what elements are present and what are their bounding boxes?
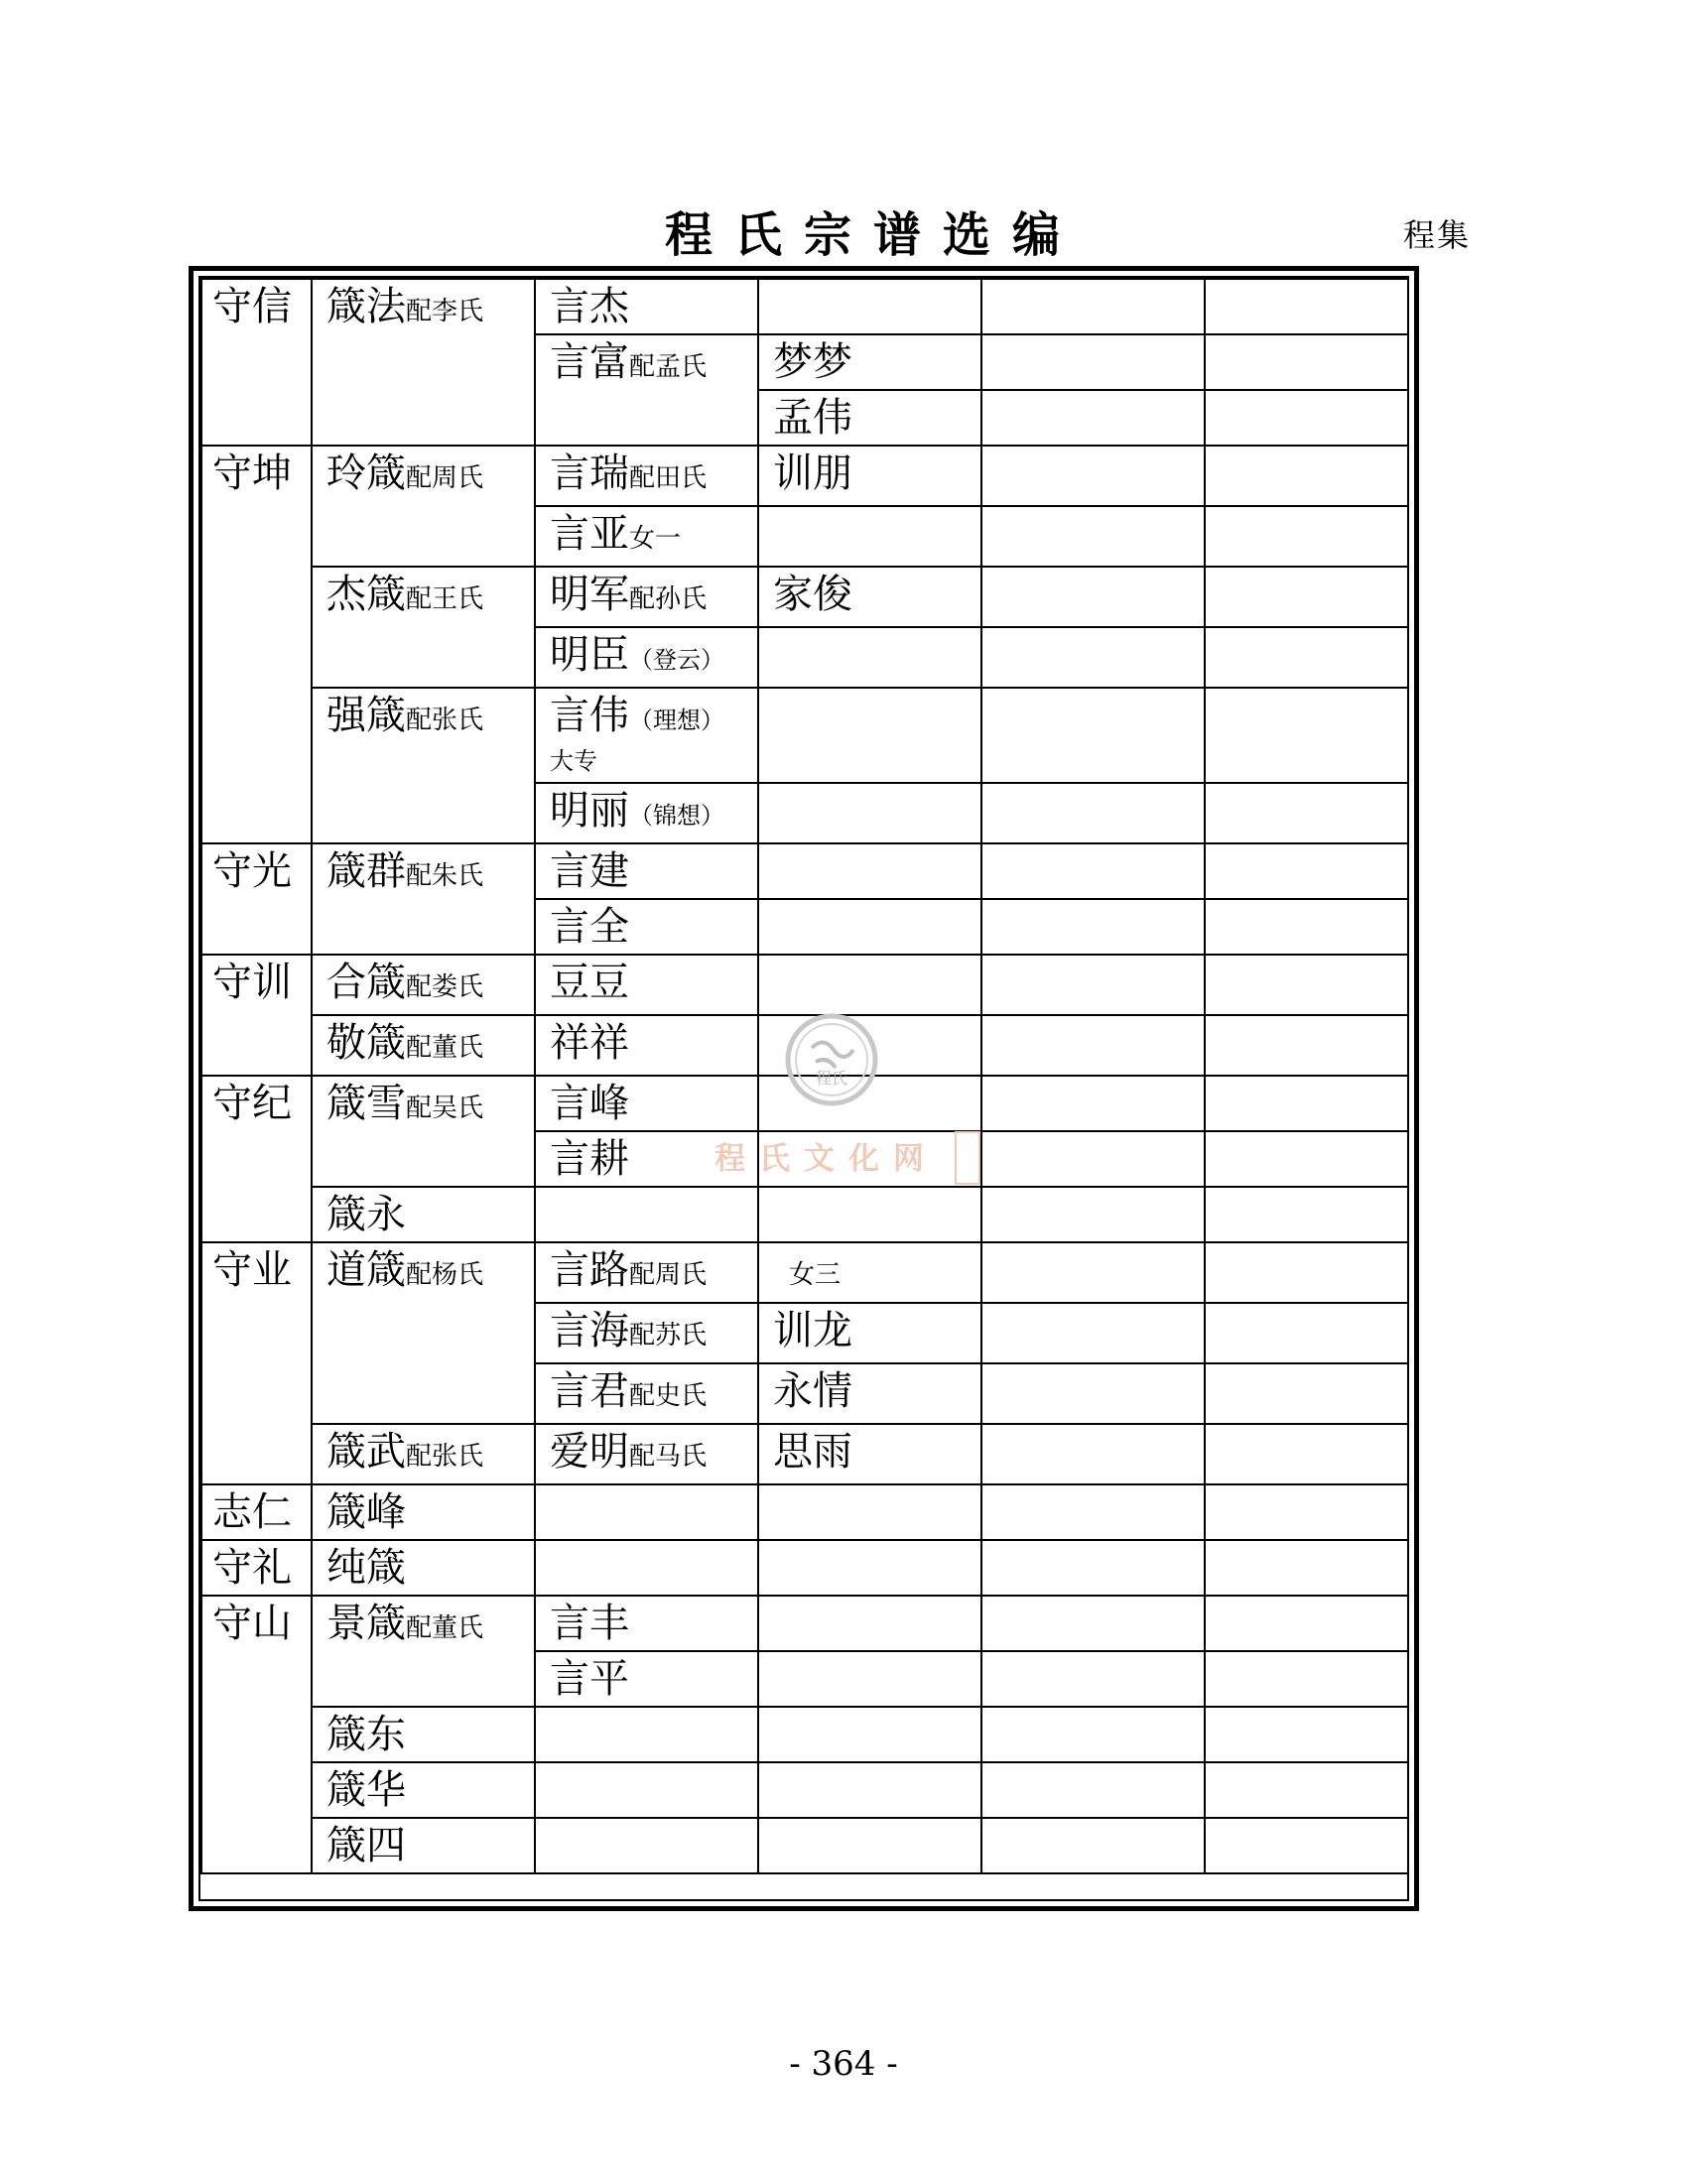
generation-3-name (535, 688, 758, 783)
generation-4-name (758, 1363, 981, 1424)
empty-cell (981, 1762, 1205, 1818)
empty-cell (1205, 1818, 1408, 1873)
generation-3-name (535, 1242, 758, 1303)
name-text: 箴四 (326, 1823, 406, 1868)
empty-cell (1205, 1540, 1408, 1596)
name-text: 言富 (550, 339, 629, 385)
spouse-note: 配王氏 (406, 584, 484, 614)
alias-note: （登云） (629, 646, 724, 674)
empty-cell (981, 334, 1205, 390)
name-text: 梦梦 (773, 339, 852, 385)
name-text: 思雨 (773, 1429, 852, 1475)
spouse-note: 配孙氏 (629, 584, 708, 614)
name-text: 言杰 (550, 284, 629, 329)
generation-3-name (535, 279, 758, 334)
empty-cell (758, 955, 981, 1015)
generation-1-name (201, 1076, 312, 1242)
generation-4-name (758, 567, 981, 627)
spouse-note: 配马氏 (629, 1442, 708, 1472)
empty-cell (981, 279, 1205, 334)
table-row (201, 1596, 1408, 1651)
table-row (201, 1242, 1408, 1303)
empty-cell (535, 1818, 758, 1873)
empty-cell (1205, 1762, 1408, 1818)
alias-note: （理想） (629, 707, 724, 734)
generation-2-name (312, 1540, 535, 1596)
empty-cell (1205, 1707, 1408, 1762)
generation-1-name (201, 843, 312, 955)
name-text: 言峰 (550, 1081, 629, 1126)
spouse-note: 配周氏 (629, 1260, 708, 1290)
empty-cell (1205, 506, 1408, 567)
generation-3-name (535, 1424, 758, 1484)
generation-2-name (312, 1242, 535, 1424)
table-row (201, 1540, 1408, 1596)
generation-2-name (312, 1424, 535, 1484)
generation-4-name (758, 1424, 981, 1484)
generation-4-name (758, 446, 981, 506)
empty-cell (758, 1762, 981, 1818)
empty-cell (1205, 1187, 1408, 1242)
generation-3-name (535, 334, 758, 446)
name-text: 守训 (212, 960, 292, 1005)
generation-2-name (312, 688, 535, 843)
empty-cell (1205, 955, 1408, 1015)
empty-cell (981, 1303, 1205, 1363)
name-text: 言路 (550, 1247, 629, 1293)
name-text: 箴法 (326, 284, 406, 329)
empty-cell (1205, 446, 1408, 506)
spouse-note: 女一 (629, 524, 682, 554)
generation-3-name (535, 1303, 758, 1363)
generation-3-name (535, 899, 758, 955)
generation-3-name (535, 567, 758, 627)
empty-cell (1205, 1303, 1408, 1363)
generation-4-name (758, 1242, 981, 1303)
empty-cell (758, 1818, 981, 1873)
empty-cell (758, 899, 981, 955)
generation-3-name (535, 506, 758, 567)
generation-4-name (758, 1303, 981, 1363)
name-text: 言全 (550, 904, 629, 950)
empty-cell (981, 1540, 1205, 1596)
name-text: 守光 (212, 848, 292, 894)
watermark-stamp (955, 1131, 980, 1185)
table-row (201, 1424, 1408, 1484)
generation-3-name (535, 627, 758, 688)
table-row (201, 688, 1408, 783)
name-text: 言平 (550, 1656, 629, 1702)
generation-2-name (312, 1015, 535, 1076)
empty-cell (981, 1651, 1205, 1707)
generation-1-name (201, 1540, 312, 1596)
daughters-note: 女三 (789, 1260, 842, 1290)
empty-cell (981, 1015, 1205, 1076)
empty-cell (758, 279, 981, 334)
generation-3-name (535, 1651, 758, 1707)
empty-cell (981, 1363, 1205, 1424)
empty-cell (981, 567, 1205, 627)
empty-cell (981, 1424, 1205, 1484)
empty-cell (981, 899, 1205, 955)
table-row (201, 1818, 1408, 1873)
generation-3-name (535, 1015, 758, 1076)
spouse-note: 配张氏 (406, 1442, 484, 1472)
table-row (201, 279, 1408, 334)
name-text: 言建 (550, 848, 629, 894)
generation-3-name (535, 1363, 758, 1424)
name-text: 箴永 (326, 1192, 406, 1237)
table-row (201, 446, 1408, 506)
empty-cell (1205, 1424, 1408, 1484)
generation-2-name (312, 1484, 535, 1540)
empty-cell (1205, 688, 1408, 783)
empty-cell (1205, 1242, 1408, 1303)
name-text: 永情 (773, 1368, 852, 1414)
name-text: 志仁 (212, 1489, 292, 1535)
empty-cell (981, 390, 1205, 446)
empty-cell (1205, 334, 1408, 390)
generation-4-name (758, 390, 981, 446)
watermark-text: 程氏文化网 (714, 1141, 938, 1177)
empty-cell (981, 783, 1205, 843)
empty-cell (1205, 567, 1408, 627)
name-text: 强箴 (326, 693, 406, 738)
name-text: 孟伟 (773, 395, 852, 441)
spouse-note: 配苏氏 (629, 1321, 708, 1350)
name-text: 明军 (550, 572, 629, 617)
name-text: 道箴 (326, 1247, 406, 1293)
empty-cell (1205, 783, 1408, 843)
name-text: 言君 (550, 1368, 629, 1414)
empty-cell (535, 1187, 758, 1242)
empty-cell (981, 446, 1205, 506)
name-text: 训龙 (773, 1308, 852, 1353)
name-text: 守山 (212, 1601, 292, 1646)
table-row (201, 1707, 1408, 1762)
spouse-note: 配朱氏 (406, 861, 484, 891)
name-text: 言瑞 (550, 450, 629, 496)
empty-cell (1205, 1651, 1408, 1707)
generation-2-name (312, 1187, 535, 1242)
generation-2-name (312, 446, 535, 567)
spouse-note: 配史氏 (629, 1381, 708, 1411)
empty-cell (535, 1762, 758, 1818)
empty-cell (981, 506, 1205, 567)
empty-cell (981, 955, 1205, 1015)
spouse-note: 配李氏 (406, 297, 484, 326)
name-text: 守坤 (212, 450, 292, 496)
name-text: 箴东 (326, 1712, 406, 1757)
page-title: 程氏宗谱选编 (664, 207, 1082, 263)
generation-3-name (535, 446, 758, 506)
empty-cell (1205, 1484, 1408, 1540)
generation-3-name (535, 955, 758, 1015)
empty-cell (981, 688, 1205, 783)
place-label: 程集 (1403, 216, 1472, 254)
generation-2-name (312, 1596, 535, 1707)
generation-1-name (201, 279, 312, 446)
empty-cell (1205, 1596, 1408, 1651)
empty-cell (758, 1707, 981, 1762)
table-row (201, 843, 1408, 899)
empty-cell (1205, 627, 1408, 688)
spouse-note: 配孟氏 (629, 352, 708, 382)
empty-cell (758, 1484, 981, 1540)
spouse-note: 配周氏 (406, 463, 484, 493)
empty-cell (758, 506, 981, 567)
name-text: 合箴 (326, 960, 406, 1005)
name-text: 箴华 (326, 1767, 406, 1813)
name-text: 豆豆 (550, 960, 629, 1005)
spouse-note: 配吴氏 (406, 1093, 484, 1123)
generation-1-name (201, 955, 312, 1076)
empty-cell (1205, 279, 1408, 334)
empty-cell (758, 843, 981, 899)
empty-cell (758, 783, 981, 843)
empty-cell (981, 843, 1205, 899)
spouse-note: 配杨氏 (406, 1260, 484, 1290)
generation-2-name (312, 1076, 535, 1187)
name-text: 敬箴 (326, 1020, 406, 1066)
generation-2-name (312, 279, 535, 446)
table-row (201, 1187, 1408, 1242)
name-text: 景箴 (326, 1601, 406, 1646)
name-text: 纯箴 (326, 1545, 406, 1591)
empty-cell (1205, 843, 1408, 899)
name-text: 明丽 (550, 788, 629, 834)
empty-cell (981, 627, 1205, 688)
empty-cell (758, 1651, 981, 1707)
name-text: 箴群 (326, 848, 406, 894)
empty-cell (758, 1596, 981, 1651)
name-text: 守信 (212, 284, 292, 329)
name-text: 家俊 (773, 572, 852, 617)
spouse-note: 配田氏 (629, 463, 708, 493)
generation-3-name (535, 1076, 758, 1131)
empty-cell (981, 1187, 1205, 1242)
empty-cell (758, 1187, 981, 1242)
generation-1-name (201, 1242, 312, 1484)
empty-cell (981, 1076, 1205, 1131)
name-text: 箴峰 (326, 1489, 406, 1535)
generation-2-name (312, 955, 535, 1015)
empty-cell (981, 1818, 1205, 1873)
name-text: 玲箴 (326, 450, 406, 496)
empty-cell (981, 1242, 1205, 1303)
name-text: 箴雪 (326, 1081, 406, 1126)
empty-cell (1205, 1076, 1408, 1131)
spouse-note: 配娄氏 (406, 972, 484, 1002)
name-text: 祥祥 (550, 1020, 629, 1066)
empty-cell (758, 1540, 981, 1596)
generation-2-name (312, 843, 535, 955)
name-text: 言海 (550, 1308, 629, 1353)
name-text: 守纪 (212, 1081, 292, 1126)
alias-note: （锦想） (629, 802, 724, 830)
generation-2-name (312, 1762, 535, 1818)
spouse-note: 配董氏 (406, 1033, 484, 1063)
empty-cell (1205, 1131, 1408, 1187)
name-text: 言耕 (550, 1136, 629, 1182)
spouse-note: 配董氏 (406, 1613, 484, 1643)
empty-cell (981, 1484, 1205, 1540)
table-row (201, 955, 1408, 1015)
generation-2-name (312, 1818, 535, 1873)
name-text: 守业 (212, 1247, 292, 1293)
empty-cell (981, 1131, 1205, 1187)
table-row (201, 567, 1408, 627)
name-text: 杰箴 (326, 572, 406, 617)
generation-2-name (312, 567, 535, 688)
name-text: 言亚 (550, 511, 629, 557)
generation-3-name (535, 783, 758, 843)
generation-1-name (201, 446, 312, 843)
empty-cell (535, 1540, 758, 1596)
name-text: 言伟 (550, 693, 629, 738)
generation-2-name (312, 1707, 535, 1762)
education-note: 大专 (550, 747, 597, 775)
empty-cell (981, 1596, 1205, 1651)
table-row (201, 1762, 1408, 1818)
empty-cell (1205, 390, 1408, 446)
empty-cell (981, 1707, 1205, 1762)
name-text: 言丰 (550, 1601, 629, 1646)
empty-cell (535, 1707, 758, 1762)
name-text: 训朋 (773, 450, 852, 496)
generation-4-name (758, 334, 981, 390)
spouse-note: 配张氏 (406, 706, 484, 735)
generation-3-name (535, 1596, 758, 1651)
generation-1-name (201, 1596, 312, 1873)
empty-cell (1205, 1363, 1408, 1424)
generation-3-name (535, 843, 758, 899)
empty-cell (1205, 1015, 1408, 1076)
empty-cell (535, 1484, 758, 1540)
empty-cell (1205, 899, 1408, 955)
name-text: 箴武 (326, 1429, 406, 1475)
watermark-seal (782, 1010, 881, 1109)
table-row (201, 1484, 1408, 1540)
generation-1-name (201, 1484, 312, 1540)
page-number: - 364 - (789, 2044, 898, 2084)
watermark-seal-text: 程氏 (815, 1069, 848, 1088)
name-text: 明臣 (550, 632, 629, 678)
empty-cell (758, 688, 981, 783)
name-text: 守礼 (212, 1545, 292, 1591)
name-text: 爱明 (550, 1429, 629, 1475)
empty-cell (758, 627, 981, 688)
